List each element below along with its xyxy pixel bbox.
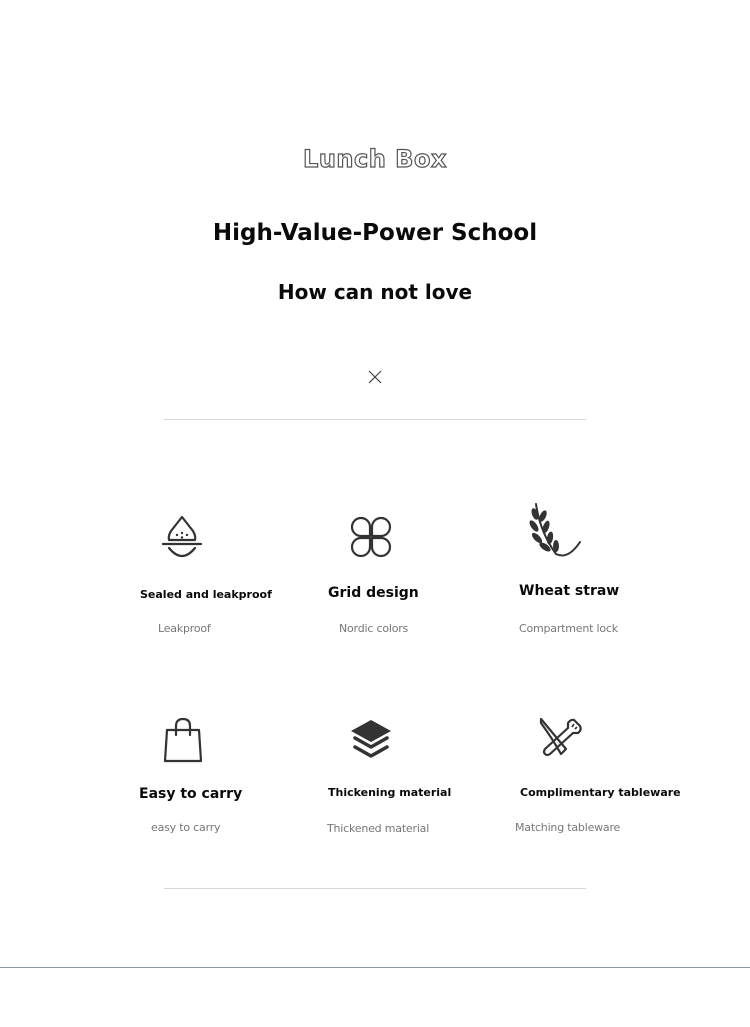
divider-top — [164, 419, 586, 420]
feature-subtitle: Thickened material — [327, 822, 430, 835]
headline: High-Value-Power School — [212, 220, 538, 246]
feature-subtitle: Matching tableware — [515, 821, 621, 834]
feature-title: Thickening material — [328, 786, 452, 799]
feature-title: Easy to carry — [139, 786, 243, 802]
feature-subtitle: Nordic colors — [339, 622, 409, 635]
feature-subtitle: Leakproof — [158, 622, 211, 635]
subheadline: How can not love — [277, 280, 473, 304]
feature-title: Sealed and leakproof — [140, 588, 272, 601]
page-bottom-line — [0, 967, 750, 968]
shopping-bag-icon — [162, 716, 204, 764]
feature-subtitle: easy to carry — [151, 821, 221, 834]
feature-title: Complimentary tableware — [520, 786, 681, 799]
divider-bottom — [164, 888, 586, 889]
feature-subtitle: Compartment lock — [519, 622, 618, 635]
wheat-icon — [526, 502, 584, 562]
feature-title: Wheat straw — [519, 583, 620, 599]
water-drop-leakproof-icon — [160, 514, 204, 562]
close-icon[interactable] — [368, 370, 382, 384]
layers-icon — [349, 718, 393, 762]
grid-four-petal-icon — [350, 516, 392, 558]
fork-knife-icon — [538, 716, 586, 758]
brand-title: Lunch Box — [303, 145, 447, 173]
feature-title: Grid design — [328, 585, 419, 601]
